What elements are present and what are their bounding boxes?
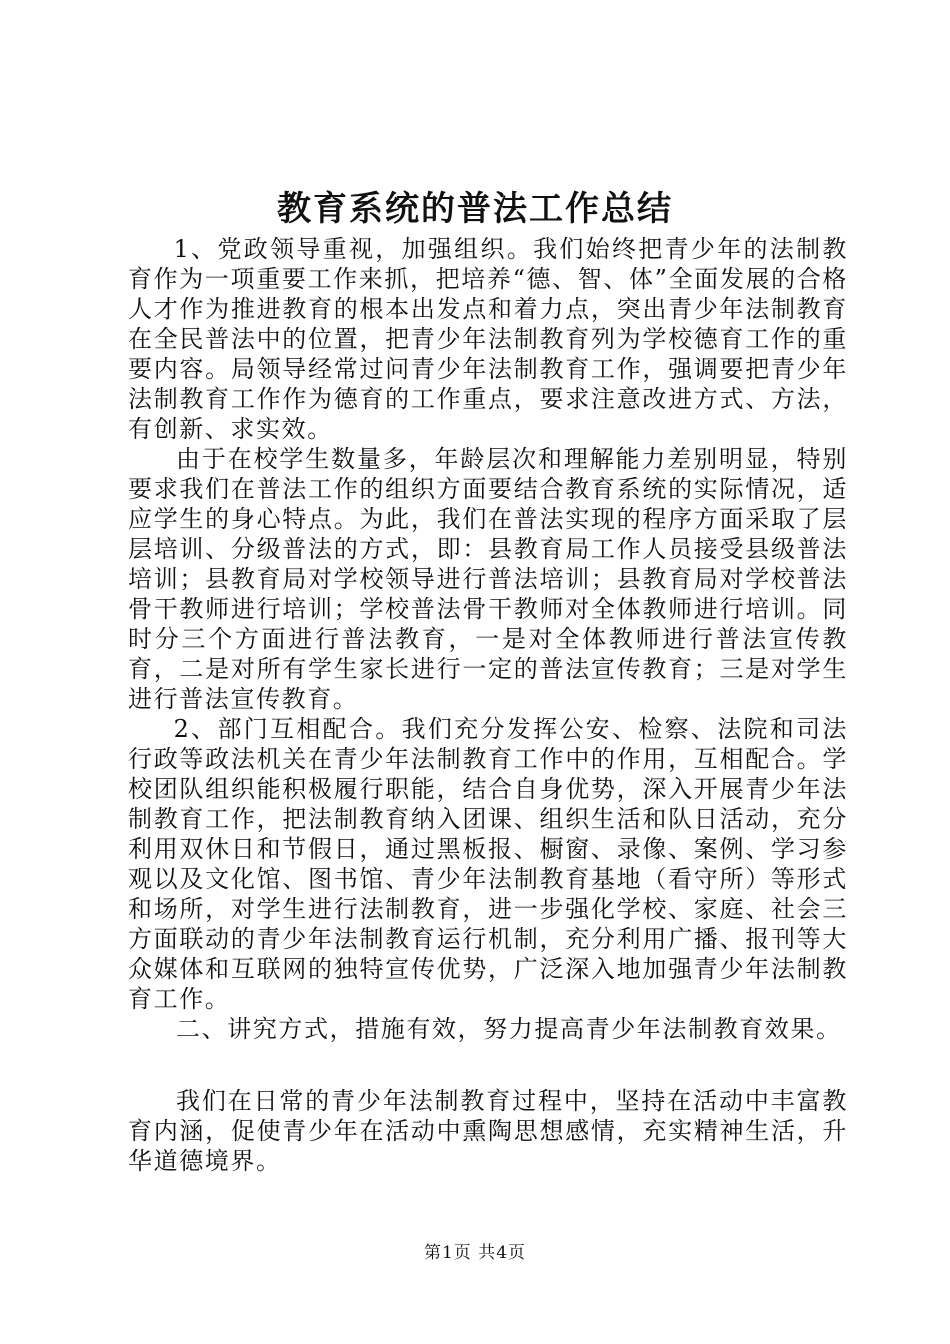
paragraph-1: 1、党政领导重视，加强组织。我们始终把青少年的法制教育作为一项重要工作来抓，把培养“德、智、体”全面发展的合格人才作为推进教育的根本出发点和着力点，突出青少年法制教育在全民普法中的位置，把青少年法制教育列为学校德育工作的重要内容。局领导经常过问青少年法制教育工作，强调要把青少年法制教育工作作为德育的工作重点，要求注意改进方式、方法，有创新、求实效。 (128, 235, 848, 443)
document-title: 教育系统的普法工作总结 (277, 189, 673, 229)
page-number: 第1页 共4页 (423, 1243, 527, 1263)
paragraph-4: 我们在日常的青少年法制教育过程中，坚持在活动中丰富教育内涵，促使青少年在活动中熏陶思想感情，充实精神生活，升华道德境界。 (128, 1087, 848, 1175)
paragraph-2: 由于在校学生数量多，年龄层次和理解能力差别明显，特别要求我们在普法工作的组织方面要结合教育系统的实际情况，适应学生的身心特点。为此，我们在普法实现的程序方面采取了层层培训、分级普法的方式，即：县教育局工作人员接受县级普法培训；县教育局对学校领导进行普法培训；县教育局对学校普法骨干教师进行培训；学校普法骨干教师对全体教师进行培训。同时分三个方面进行普法教育，一是对全体教师进行普法宣传教育，二是对所有学生家长进行一定的普法宣传教育；三是对学生进行普法宣传教育。 (128, 445, 848, 713)
document-body (128, 234, 848, 1176)
section-heading-2: 二、讲究方式，措施有效，努力提高青少年法制教育效果。 (176, 1015, 842, 1043)
paragraph-3: 2、部门互相配合。我们充分发挥公安、检察、法院和司法行政等政法机关在青少年法制教育工作中的作用，互相配合。学校团队组织能积极履行职能，结合自身优势，深入开展青少年法制教育工作，把法制教育纳入团课、组织生活和队日活动，充分利用双休日和节假日，通过黑板报、橱窗、录像、案例、学习参观以及文化馆、图书馆、青少年法制教育基地（看守所）等形式和场所，对学生进行法制教育，进一步强化学校、家庭、社会三方面联动的青少年法制教育运行机制，充分利用广播、报刊等大众媒体和互联网的独特宣传优势，广泛深入地加强青少年法制教育工作。 (128, 715, 848, 1013)
